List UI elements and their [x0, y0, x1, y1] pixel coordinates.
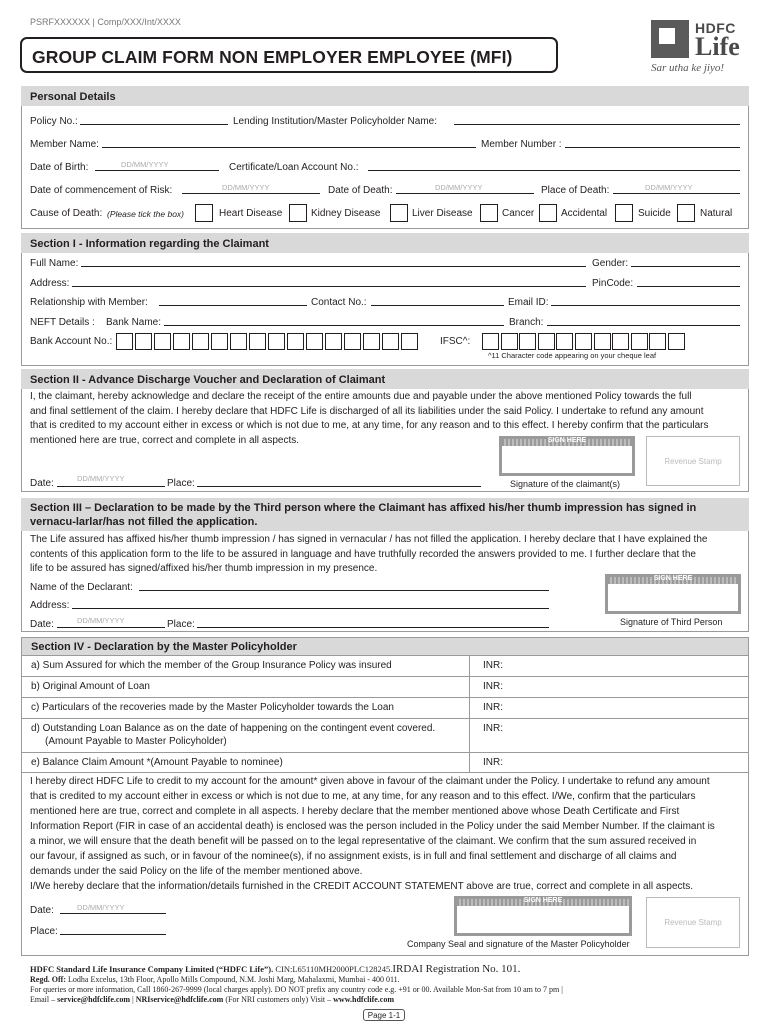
policy-no-field[interactable]: [80, 124, 228, 125]
ifsc-char-cell[interactable]: [556, 333, 573, 350]
section4-line: I/We hereby declare that the information/details furnished in the CREDIT ACCOUNT STATEMENT above are true, correct and complete in all aspects.: [30, 881, 694, 892]
section4-place-label: Place:: [30, 926, 58, 937]
section3-date-label: Date:: [30, 619, 54, 630]
section4-line: Information Report (FIR in case of an accidental death) is enclosed was the person included in the Policy under the said Member Number. If the claimant is: [30, 821, 715, 832]
bank-account-digit-cell[interactable]: [325, 333, 342, 350]
section2-line: that is credited to my account either in excess or which is not due to me, at any time, for any reason and to this effect. I hereby confirm that the particulars: [30, 420, 709, 431]
sign-here-bar: [608, 577, 738, 584]
full-name-label: Full Name:: [30, 258, 79, 269]
relationship-label: Relationship with Member:: [30, 297, 148, 308]
bank-account-digit-cell[interactable]: [382, 333, 399, 350]
section2-line: and final settlement of the claim. I hereby declare that HDFC Life is discharged of all its liabilities under the said Policy. I undertake to refund any amount: [30, 405, 704, 417]
section3-date-field[interactable]: [57, 627, 165, 628]
form-title: GROUP CLAIM FORM NON EMPLOYER EMPLOYEE (MFI): [32, 47, 513, 67]
bank-name-field[interactable]: [164, 325, 504, 326]
inr-label: INR:: [483, 757, 503, 768]
row-label: [22, 656, 470, 677]
section4-table: [21, 655, 749, 773]
bank-account-digit-cell[interactable]: [211, 333, 228, 350]
table-row: [22, 656, 749, 677]
section4-date-placeholder: DD/MM/YYYY: [77, 903, 125, 912]
third-person-signature-label: Signature of Third Person: [620, 617, 723, 627]
separator: |: [132, 995, 134, 1004]
gender-label: Gender:: [592, 258, 629, 269]
section3-line: life to be assured has signed/affixed his/her thumb impression in my presence.: [30, 563, 378, 574]
policy-no-label: Policy No.:: [30, 116, 78, 127]
revenue-stamp-label: Revenue Stamp: [664, 918, 722, 927]
bank-account-digit-cell[interactable]: [230, 333, 247, 350]
table-row: [22, 698, 749, 719]
death-date-placeholder: DD/MM/YYYY: [435, 183, 483, 192]
accidental-label: Accidental: [561, 208, 608, 219]
row-label-text: b) Original Amount of Loan: [31, 681, 150, 692]
member-name-label: Member Name:: [30, 139, 99, 150]
natural-label: Natural: [700, 208, 733, 219]
section4-line: I hereby direct HDFC Life to credit to my account for the amount* given above in favour of the claimant under the Policy. I undertake to refund any amount: [30, 776, 710, 787]
footer-queries: For queries or more information, Call 1860-267-9999 (local charges apply). DO NOT prefix any country code e.g. +91 or 00. Available Mon-Sat from 10 am to 7 pm |: [30, 985, 563, 994]
cause-death-label: Cause of Death:: [30, 208, 103, 219]
section2-declaration: [30, 390, 743, 448]
brand-tagline: Sar utha ke jiyo!: [651, 62, 725, 74]
natural-checkbox[interactable]: [677, 204, 695, 222]
gender-field[interactable]: [631, 266, 740, 267]
inr-label: INR:: [483, 660, 503, 671]
branch-label: Branch:: [509, 317, 544, 328]
kidney-disease-checkbox[interactable]: [289, 204, 307, 222]
declarant-address-field[interactable]: [72, 608, 549, 609]
claimant-signature-label: Signature of the claimant(s): [510, 479, 621, 489]
sign-here-label: SIGN HERE: [547, 437, 587, 444]
third-person-sign-box[interactable]: [605, 574, 741, 614]
branch-field[interactable]: [547, 325, 740, 326]
section1-heading: Section I - Information regarding the Claimant: [21, 233, 749, 253]
death-place-label: Place of Death:: [541, 185, 610, 196]
service-email-link[interactable]: service@hdfclife.com: [57, 995, 131, 1004]
ifsc-char-cell[interactable]: [612, 333, 629, 350]
bank-account-digit-cell[interactable]: [154, 333, 171, 350]
cancer-checkbox[interactable]: [480, 204, 498, 222]
member-name-field[interactable]: [102, 147, 476, 148]
suicide-checkbox[interactable]: [615, 204, 633, 222]
row-label-text: c) Particulars of the recoveries made by the Master Policyholder towards the Loan: [31, 702, 394, 713]
table-row: [22, 719, 749, 753]
section3-place-field[interactable]: [197, 627, 549, 628]
ifsc-char-cell[interactable]: [631, 333, 648, 350]
heart-disease-checkbox[interactable]: [195, 204, 213, 222]
section3-line: The Life assured has affixed his/her thumb impression / has signed in vernacular / has not filled the application. I hereby declare that I have explained the: [30, 534, 708, 545]
relationship-field[interactable]: [159, 305, 307, 306]
bank-account-digit-cell[interactable]: [344, 333, 361, 350]
footer-address-line: [30, 975, 400, 984]
table-row: [22, 677, 749, 698]
email-field[interactable]: [551, 305, 740, 306]
bank-name-label: Bank Name:: [106, 317, 162, 328]
revenue-stamp-box: [646, 436, 740, 486]
lending-institution-label: Lending Institution/Master Policyholder Name:: [233, 116, 437, 127]
row-label: [22, 719, 470, 753]
company-cin: CIN:L65110MH2000PLC128245.: [275, 964, 393, 974]
section4-line: mentioned here are true, correct and complete in all aspects. I hereby declare that the member mentioned above whose Death Certificate and First: [30, 806, 680, 817]
contact-label: Contact No.:: [311, 297, 367, 308]
inr-label: INR:: [483, 723, 503, 734]
section2-place-label: Place:: [167, 478, 195, 489]
personal-details-heading: Personal Details: [21, 86, 749, 106]
bank-account-digit-cell[interactable]: [287, 333, 304, 350]
section4-date-label: Date:: [30, 905, 54, 916]
bank-account-digit-cell[interactable]: [306, 333, 323, 350]
heart-disease-label: Heart Disease: [219, 208, 283, 219]
inr-cell[interactable]: [470, 753, 749, 773]
policyholder-sign-box[interactable]: [454, 896, 632, 936]
company-name: HDFC Standard Life Insurance Company Limited (“HDFC Life”).: [30, 964, 274, 974]
member-number-field[interactable]: [565, 147, 740, 148]
row-label-text: e) Balance Claim Amount *(Amount Payable to nominee): [31, 757, 283, 768]
ifsc-char-cell[interactable]: [575, 333, 592, 350]
address-label: Address:: [30, 278, 70, 289]
cert-loan-label: Certificate/Loan Account No.:: [229, 162, 359, 173]
bank-account-digit-cell[interactable]: [116, 333, 133, 350]
dob-placeholder: DD/MM/YYYY: [121, 160, 169, 169]
section4-place-field[interactable]: [60, 934, 166, 935]
member-number-label: Member Number :: [481, 139, 562, 150]
bank-account-digit-cell[interactable]: [192, 333, 209, 350]
ifsc-char-cell[interactable]: [519, 333, 536, 350]
cert-loan-field[interactable]: [368, 170, 740, 171]
commencement-placeholder: DD/MM/YYYY: [222, 183, 270, 192]
address-field[interactable]: [72, 286, 586, 287]
section4-line: demands under the said Policy on the life of the member mentioned above.: [30, 866, 363, 877]
inr-cell[interactable]: [470, 677, 749, 698]
pincode-label: PinCode:: [592, 278, 634, 289]
bank-account-digit-cell[interactable]: [173, 333, 190, 350]
declarant-address-label: Address:: [30, 600, 70, 611]
hdfc-logo-icon: [651, 20, 689, 58]
footer-company-line: [30, 963, 520, 975]
row-label-text: (Amount Payable to Master Policyholder): [45, 736, 227, 747]
bank-account-digit-cell[interactable]: [135, 333, 152, 350]
death-date-field[interactable]: [396, 193, 534, 194]
accidental-checkbox[interactable]: [539, 204, 557, 222]
footer-contact-line: [30, 995, 394, 1004]
inr-cell[interactable]: [470, 656, 749, 677]
commencement-field[interactable]: [182, 193, 320, 194]
neft-label: NEFT Details :: [30, 317, 95, 328]
inr-label: INR:: [483, 702, 503, 713]
nri-note: (For NRI customers only) Visit –: [225, 995, 332, 1004]
ifsc-char-cell[interactable]: [649, 333, 666, 350]
death-place-placeholder: DD/MM/YYYY: [645, 183, 693, 192]
lending-institution-field[interactable]: [454, 124, 740, 125]
ifsc-char-cell[interactable]: [501, 333, 518, 350]
section3-place-label: Place:: [167, 619, 195, 630]
form-code: PSRFXXXXXX | Comp/XXX/Int/XXXX: [30, 17, 181, 27]
liver-disease-label: Liver Disease: [412, 208, 473, 219]
death-date-label: Date of Death:: [328, 185, 393, 196]
inr-cell[interactable]: [470, 698, 749, 719]
email-label: Email ID:: [508, 297, 549, 308]
contact-field[interactable]: [371, 305, 504, 306]
row-label: [22, 677, 470, 698]
section4-date-field[interactable]: [60, 913, 166, 914]
section3-date-placeholder: DD/MM/YYYY: [77, 616, 125, 625]
declarant-name-label: Name of the Declarant:: [30, 582, 133, 593]
ifsc-char-cell[interactable]: [538, 333, 555, 350]
revenue-stamp-label: Revenue Stamp: [664, 457, 722, 466]
section2-date-placeholder: DD/MM/YYYY: [77, 474, 125, 483]
section2-date-field[interactable]: [57, 486, 165, 487]
brand-bottom: Life: [695, 32, 740, 61]
ifsc-note: ^11 Character code appearing on your cheque leaf: [488, 351, 657, 360]
sign-here-label: SIGN HERE: [523, 897, 563, 904]
dob-label: Date of Birth:: [30, 162, 89, 173]
nri-email-link[interactable]: NRIservice@hdfclife.com: [135, 995, 224, 1004]
page-number: Page 1-1: [363, 1009, 405, 1021]
regd-label: Regd. Off:: [30, 975, 66, 984]
commencement-label: Date of commencement of Risk:: [30, 185, 173, 196]
tick-note: (Please tick the box): [107, 209, 185, 219]
row-label-text: a) Sum Assured for which the member of the Group Insurance Policy was insured: [31, 660, 392, 671]
section3-line: contents of this application form to the life to be assured in language and have truthfully recorded the answers provided to me. I further declare that the: [30, 548, 696, 560]
dob-field[interactable]: [95, 170, 219, 171]
revenue-stamp-box: [646, 897, 740, 948]
inr-label: INR:: [483, 681, 503, 692]
liver-disease-checkbox[interactable]: [390, 204, 408, 222]
bank-account-digit-cell[interactable]: [401, 333, 418, 350]
bank-account-digit-cell[interactable]: [363, 333, 380, 350]
inr-cell[interactable]: [470, 719, 749, 753]
brand-top: HDFC: [695, 20, 736, 36]
row-label: [22, 753, 470, 773]
kidney-disease-label: Kidney Disease: [311, 208, 381, 219]
email-prefix: Email –: [30, 995, 56, 1004]
section4-declaration: [30, 774, 743, 894]
bank-account-digit-cell[interactable]: [268, 333, 285, 350]
form-title-box: [20, 37, 558, 73]
section3-declaration: [30, 533, 743, 577]
website-link[interactable]: www.hdfclife.com: [333, 995, 395, 1004]
cancer-label: Cancer: [502, 208, 535, 219]
claimant-sign-box[interactable]: [499, 436, 635, 476]
section2-date-label: Date:: [30, 478, 54, 489]
section3-heading-line: vernacu-larlar/has not filled the application.: [30, 516, 258, 528]
irdai-reg: IRDAI Registration No. 101.: [392, 963, 521, 975]
row-label: [22, 698, 470, 719]
policyholder-signature-label: Company Seal and signature of the Master Policyholder: [407, 939, 630, 949]
section4-line: our favour, if assigned as such, or in favour of the nominee(s), if no assignment exists, is in full and final settlement and discharge of all claims and: [30, 851, 677, 862]
section2-heading: Section II - Advance Discharge Voucher and Declaration of Claimant: [21, 369, 749, 389]
section4-line: a minor, we will ensure that the death benefit will be passed on to the legal representative of the claimant. We confirm that the sum assured received in: [30, 836, 697, 847]
section4-line: that is credited to my account either in excess or which is not due to me, at any time, for any reason and to this effect. I/We, confirm that the particulars: [30, 791, 696, 802]
section2-line: I, the claimant, hereby acknowledge and declare the receipt of the entire amounts due and payable under the above mentioned Policy towards the full: [30, 391, 692, 402]
section3-heading: [21, 498, 749, 531]
section3-heading-line: Section III – Declaration to be made by the Third person where the Claimant has affixed his/her thumb impression has signed in: [30, 502, 697, 514]
declarant-name-field[interactable]: [139, 590, 549, 591]
sign-here-label: SIGN HERE: [653, 575, 693, 582]
ifsc-label: IFSC^:: [440, 336, 471, 347]
sign-here-bar: [457, 899, 629, 906]
suicide-label: Suicide: [638, 208, 671, 219]
pincode-field[interactable]: [637, 286, 740, 287]
section4-heading: Section IV - Declaration by the Master Policyholder: [21, 637, 749, 655]
bank-account-label: Bank Account No.:: [30, 336, 113, 347]
hdfc-life-logo: [651, 18, 757, 78]
row-label-text: d) Outstanding Loan Balance as on the date of happening on the contingent event covered.: [31, 723, 436, 734]
table-row: [22, 753, 749, 773]
death-place-field[interactable]: [613, 193, 740, 194]
regd-address: Lodha Excelus, 13th Floor, Apollo Mills Compound, N.M. Joshi Marg, Mahalaxmi, Mumbai - 400 011.: [68, 975, 400, 984]
bank-account-digit-cell[interactable]: [249, 333, 266, 350]
section2-place-field[interactable]: [197, 486, 481, 487]
ifsc-char-cell[interactable]: [594, 333, 611, 350]
full-name-field[interactable]: [81, 266, 586, 267]
ifsc-char-cell[interactable]: [668, 333, 685, 350]
ifsc-char-cell[interactable]: [482, 333, 499, 350]
section2-line: mentioned here are true, correct and complete in all aspects.: [30, 434, 300, 446]
sign-here-bar: [502, 439, 632, 446]
